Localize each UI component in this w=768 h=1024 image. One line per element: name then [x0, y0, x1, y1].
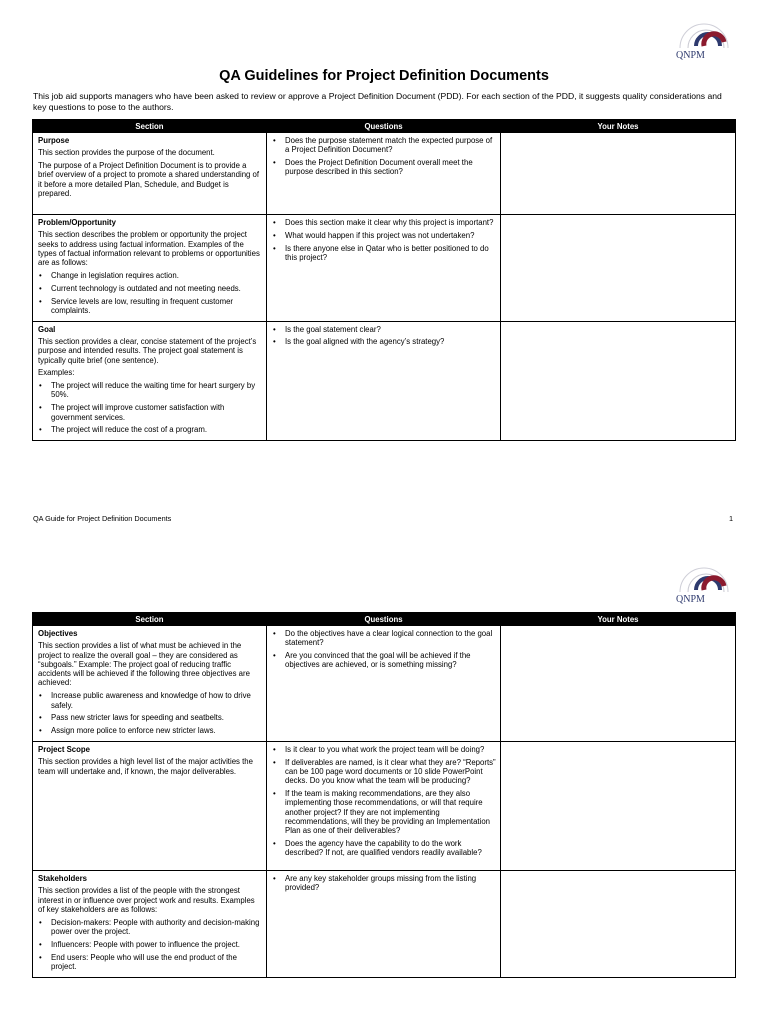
section-title: Objectives — [38, 629, 78, 638]
questions-cell — [267, 215, 501, 322]
questions-cell — [267, 321, 501, 440]
question-item: • Does this section make it clear why this project is important? — [272, 218, 496, 227]
header-notes: Your Notes — [501, 120, 736, 133]
section-cell — [33, 626, 267, 742]
qnpm-logo — [666, 18, 736, 60]
section-bullet: • Pass new stricter laws for speeding and seatbelts. — [38, 713, 262, 722]
table-row — [33, 626, 736, 742]
section-cell — [33, 321, 267, 440]
notes-cell[interactable] — [501, 741, 736, 870]
section-bullet: • Decision-makers: People with authority and decision-making power over the project. — [38, 918, 262, 937]
question-item: • Is the goal aligned with the agency’s strategy? — [272, 337, 496, 346]
table-row — [33, 133, 736, 215]
table-header-row — [33, 120, 736, 133]
questions-cell — [267, 870, 501, 977]
question-item: • If the team is making recommendations, are they also implementing those recommendations, or will that require another project? If they are not implementing recommendations, will they be providing an Implementation Plan as one of their deliverables? — [272, 789, 496, 835]
section-paragraph: This section provides a clear, concise statement of the project’s purpose and intended results. The project goal statement is typically quite brief (one sentence). — [38, 336, 257, 365]
questions-cell — [267, 626, 501, 742]
question-item: • Is it clear to you what work the project team will be doing? — [272, 745, 496, 754]
logo-text: QNPM — [676, 50, 705, 60]
section-paragraph: This section describes the problem or opportunity the project seeks to address using factual information. Examples of the types of factual information relevant to problems or opportunities are as follows: — [38, 230, 260, 268]
question-item: • Does the agency have the capability to do the work described? If not, are qualified vendors readily available? — [272, 839, 496, 858]
question-item: • Do the objectives have a clear logical connection to the goal statement? — [272, 629, 496, 648]
notes-cell[interactable] — [501, 870, 736, 977]
logo-text: QNPM — [676, 594, 705, 604]
notes-cell[interactable] — [501, 626, 736, 742]
section-bullet: • The project will improve customer satisfaction with government services. — [38, 403, 262, 422]
table-row — [33, 321, 736, 440]
page-title: QA Guidelines for Project Definition Documents — [219, 68, 549, 84]
header-notes: Your Notes — [501, 613, 736, 626]
qnpm-logo — [666, 562, 736, 604]
question-item: • What would happen if this project was not undertaken? — [272, 231, 496, 240]
section-bullet: • End users: People who will use the end product of the project. — [38, 953, 262, 972]
questions-cell — [267, 133, 501, 215]
section-title: Problem/Opportunity — [38, 218, 116, 227]
question-item: • Does the purpose statement match the expected purpose of a Project Definition Document? — [272, 136, 496, 155]
header-section: Section — [33, 613, 267, 626]
table-row — [33, 215, 736, 322]
question-item: • If deliverables are named, is it clear what they are? “Reports” can be 100 page word documents or 10 slide PowerPoint decks. Do you know what the team will be producing? — [272, 758, 496, 786]
header-questions: Questions — [267, 613, 501, 626]
section-bullet: • The project will reduce the cost of a program. — [38, 425, 262, 434]
section-paragraph: This section provides a high level list of the major activities the team will undertake and, if known, the major deliverables. — [38, 757, 253, 776]
section-cell — [33, 741, 267, 870]
section-bullet: • Assign more police to enforce new stricter laws. — [38, 726, 262, 735]
qa-table-page1 — [32, 119, 736, 441]
intro-paragraph: This job aid supports managers who have been asked to review or approve a Project Definition Document (PDD). For each section of the PDD, it suggests quality considerations and key questions to pose to the authors. — [33, 91, 722, 112]
section-title: Goal — [38, 324, 56, 334]
notes-cell[interactable] — [501, 215, 736, 322]
section-title: Purpose — [38, 136, 70, 145]
header-questions: Questions — [267, 120, 501, 133]
question-item: • Is there anyone else in Qatar who is better positioned to do this project? — [272, 244, 496, 263]
section-paragraph: Examples: — [38, 368, 75, 378]
table-row — [33, 741, 736, 870]
section-cell — [33, 870, 267, 977]
section-paragraph: This section provides a list of the people with the strongest interest in or influence over project work and results. Examples of key stakeholders are as follows: — [38, 886, 255, 914]
section-bullet: • The project will reduce the waiting time for heart surgery by 50%. — [38, 381, 262, 400]
section-bullet: • Increase public awareness and knowledge of how to drive safely. — [38, 691, 262, 710]
question-item: • Are you convinced that the goal will be achieved if the objectives are achieved, or is something missing? — [272, 651, 496, 670]
section-bullet: • Change in legislation requires action. — [38, 271, 262, 280]
section-bullet: • Influencers: People with power to influence the project. — [38, 940, 262, 949]
question-item: • Is the goal statement clear? — [272, 325, 496, 334]
section-title: Stakeholders — [38, 873, 87, 883]
footer-page-number: 1 — [729, 514, 734, 523]
section-cell — [33, 215, 267, 322]
table-header-row — [33, 613, 736, 626]
section-paragraph: This section provides a list of what must be achieved in the project to realize the overall goal – they are considered as “subgoals.” Example: The project goal of reducing traffic accidents will be achieved if the following three objectives are achieved: — [38, 641, 250, 688]
footer-doc-title: QA Guide for Project Definition Documents — [33, 514, 172, 523]
section-bullet: • Current technology is outdated and not meeting needs. — [38, 284, 262, 293]
notes-cell[interactable] — [501, 321, 736, 440]
question-item: • Does the Project Definition Document overall meet the purpose described in this section? — [272, 158, 496, 177]
section-bullet: • Service levels are low, resulting in frequent customer complaints. — [38, 297, 262, 316]
section-title: Project Scope — [38, 744, 90, 754]
question-item: • Are any key stakeholder groups missing from the listing provided? — [272, 874, 496, 893]
table-row — [33, 870, 736, 977]
header-section: Section — [33, 120, 267, 133]
section-paragraph: The purpose of a Project Definition Document is to provide a brief overview of a project to promote a shared understanding of it before a more detailed Plan, Schedule, and Budget is prepared. — [38, 161, 260, 198]
questions-cell — [267, 741, 501, 870]
notes-cell[interactable] — [501, 133, 736, 215]
section-paragraph: This section provides the purpose of the document. — [38, 148, 215, 158]
qa-table-page2 — [32, 612, 736, 978]
section-cell — [33, 133, 267, 215]
